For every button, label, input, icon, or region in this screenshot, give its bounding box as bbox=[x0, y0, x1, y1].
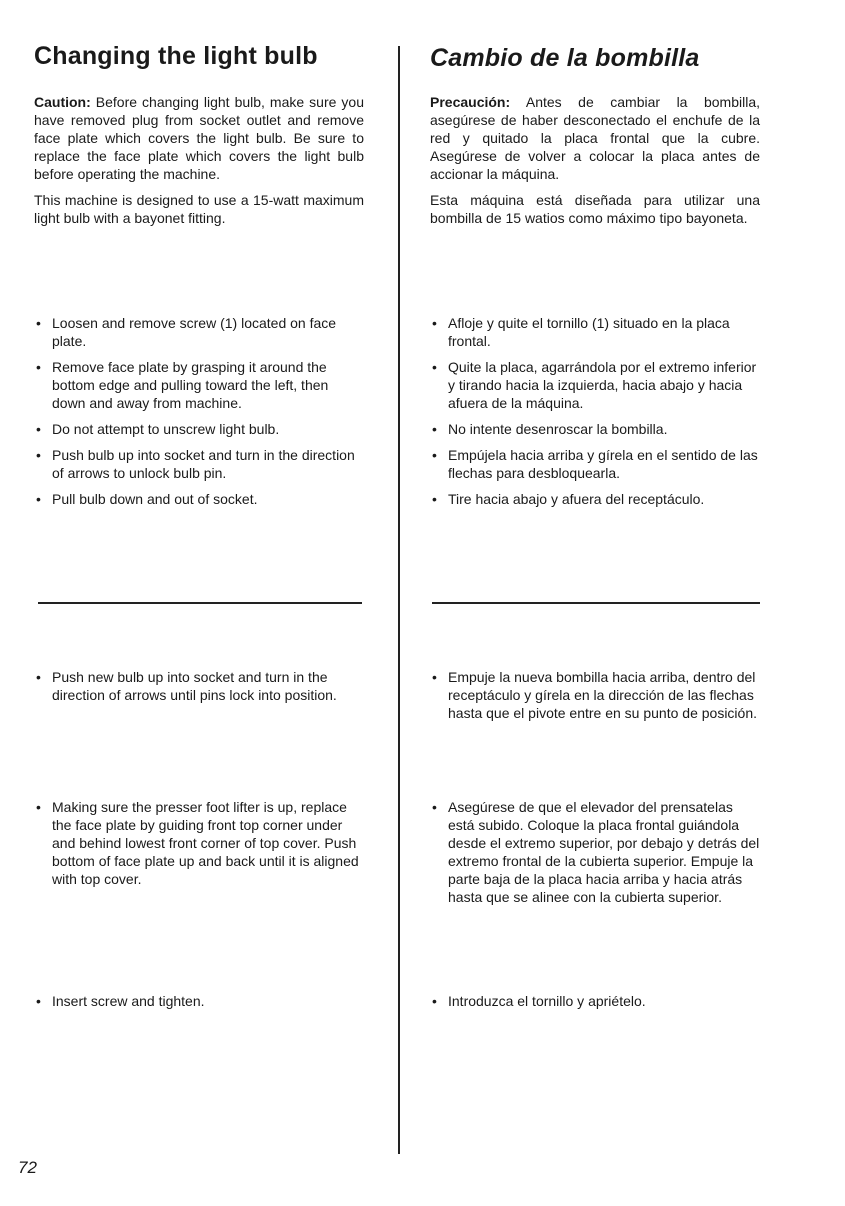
spanish-spec-text: Esta máquina está diseñada para utilizar una bombilla de 15 watios como máximo tipo bayoneta. bbox=[430, 192, 760, 226]
list-item: • Empuje la nueva bombilla hacia arriba, dentro del receptáculo y gírela en la dirección de las flechas hasta que el pivote entre en su punto de posición. bbox=[430, 668, 760, 722]
english-section-rule bbox=[38, 602, 362, 604]
list-item: • Making sure the presser foot lifter is up, replace the face plate by guiding front top corner under and behind lowest front corner of top cover. Push bottom of face plate up and back until it is aligned with top cover. bbox=[34, 798, 364, 888]
spanish-section-rule bbox=[432, 602, 760, 604]
english-caution-text: Before changing light bulb, make sure you have removed plug from socket outlet and remove face plate which covers the light bulb. Be sure to replace the face plate which covers the light bulb before operating the machine. bbox=[34, 94, 364, 182]
list-item: • Insert screw and tighten. bbox=[34, 992, 364, 1010]
list-item: • Push new bulb up into socket and turn in the direction of arrows until pins lock into position. bbox=[34, 668, 364, 704]
list-item: • Push bulb up into socket and turn in the direction of arrows to unlock bulb pin. bbox=[34, 446, 364, 482]
english-caution bbox=[34, 93, 364, 227]
spanish-title: Cambio de la bombilla bbox=[430, 44, 700, 72]
spanish-steps-list bbox=[430, 314, 760, 516]
list-item: • Asegúrese de que el elevador del prensatelas está subido. Coloque la placa frontal guiándola desde el extremo superior, por debajo y detrás del extremo frontal de la cubierta superior. Empuje la parte baja de la placa hacia arriba y hacia atrás hasta que se alinee con la cubierta superior. bbox=[430, 798, 760, 906]
spanish-screw-list bbox=[430, 992, 760, 1018]
spanish-caution-text: Antes de cambiar la bombilla, asegúrese de haber desconectado el enchufe de la red y quitado la placa frontal que la cubre. Asegúrese de volver a colocar la placa antes de accionar la máquina. bbox=[430, 94, 760, 182]
list-item: • Remove face plate by grasping it around the bottom edge and pulling toward the left, then down and away from machine. bbox=[34, 358, 364, 412]
list-item: • Introduzca el tornillo y apriételo. bbox=[430, 992, 760, 1010]
english-title: Changing the light bulb bbox=[34, 42, 318, 70]
english-screw-list bbox=[34, 992, 364, 1018]
column-divider bbox=[398, 46, 400, 1154]
english-spec-text: This machine is designed to use a 15-watt maximum light bulb with a bayonet fitting. bbox=[34, 192, 364, 226]
list-item: • Afloje y quite el tornillo (1) situado en la placa frontal. bbox=[430, 314, 760, 350]
list-item: • Tire hacia abajo y afuera del receptáculo. bbox=[430, 490, 760, 508]
english-new-bulb-list bbox=[34, 668, 364, 712]
list-item: • No intente desenroscar la bombilla. bbox=[430, 420, 760, 438]
english-caution-label: Caution: bbox=[34, 94, 91, 110]
list-item: • Empújela hacia arriba y gírela en el sentido de las flechas para desbloquearla. bbox=[430, 446, 760, 482]
english-steps-list bbox=[34, 314, 364, 516]
list-item: • Pull bulb down and out of socket. bbox=[34, 490, 364, 508]
page-number: 72 bbox=[18, 1158, 37, 1177]
spanish-replace-plate-list bbox=[430, 798, 760, 914]
list-item: • Do not attempt to unscrew light bulb. bbox=[34, 420, 364, 438]
spanish-caution bbox=[430, 93, 760, 227]
list-item: • Quite la placa, agarrándola por el extremo inferior y tirando hacia la izquierda, hacia abajo y hacia afuera de la máquina. bbox=[430, 358, 760, 412]
list-item: • Loosen and remove screw (1) located on face plate. bbox=[34, 314, 364, 350]
spanish-new-bulb-list bbox=[430, 668, 760, 730]
english-replace-plate-list bbox=[34, 798, 364, 896]
spanish-caution-label: Precaución: bbox=[430, 94, 511, 110]
